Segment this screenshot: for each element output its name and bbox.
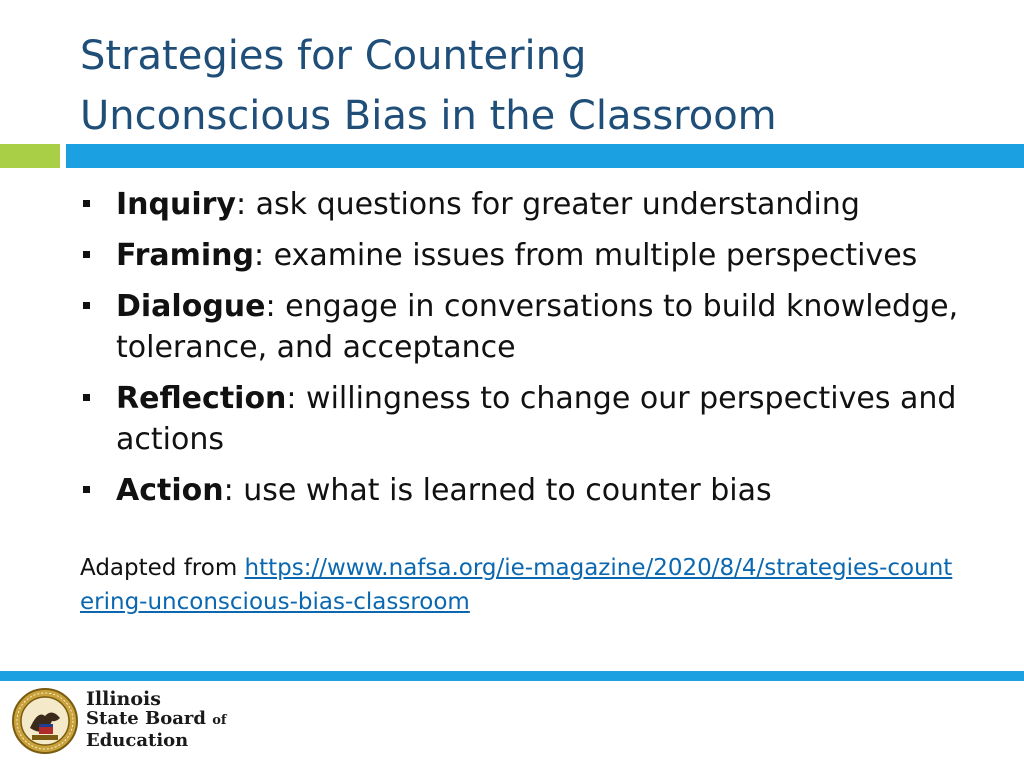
list-item xyxy=(80,470,980,511)
strategy-term: Dialogue xyxy=(116,289,266,324)
square-bullet-icon xyxy=(83,251,90,258)
list-item xyxy=(80,378,980,460)
list-item xyxy=(80,286,980,368)
square-bullet-icon xyxy=(83,200,90,207)
square-bullet-icon xyxy=(83,394,90,401)
square-bullet-icon xyxy=(83,302,90,309)
org-name-line-2 xyxy=(86,709,227,731)
strategy-description: : examine issues from multiple perspectives xyxy=(254,238,918,273)
strategy-term: Framing xyxy=(116,238,254,273)
source-link[interactable]: https://www.nafsa.org/ie-magazine/2020/8/4/strategies-countering-unconscious-bias-classroom xyxy=(80,555,953,615)
strategy-description: : engage in conversations to build knowledge, tolerance, and acceptance xyxy=(116,289,959,365)
slide-title xyxy=(80,26,980,146)
accent-bar-green xyxy=(0,144,60,168)
strategy-description: : ask questions for greater understanding xyxy=(236,187,860,222)
org-name-line-3: Education xyxy=(86,730,189,751)
source-prefix: Adapted from xyxy=(80,555,245,581)
strategy-term: Inquiry xyxy=(116,187,236,222)
isbe-logo-text xyxy=(86,689,227,751)
source-citation xyxy=(80,551,960,619)
strategy-description: : use what is learned to counter bias xyxy=(223,473,772,508)
org-name-line-2-suffix: of xyxy=(212,713,227,728)
list-item xyxy=(80,235,980,276)
square-bullet-icon xyxy=(83,486,90,493)
title-line-1: Strategies for Countering xyxy=(80,33,587,79)
strategy-term: Action xyxy=(116,473,224,508)
state-seal-icon xyxy=(12,688,78,754)
list-item xyxy=(80,184,980,225)
strategy-term: Reflection xyxy=(116,381,287,416)
accent-bar-blue xyxy=(66,144,1024,168)
footer-divider-bar xyxy=(0,671,1024,681)
org-name-line-2-main: State Board xyxy=(86,708,206,729)
org-name-line-1: Illinois xyxy=(86,688,161,710)
title-line-2: Unconscious Bias in the Classroom xyxy=(80,93,777,139)
strategy-list xyxy=(80,184,980,521)
strategy-description: : willingness to change our perspectives and actions xyxy=(116,381,957,457)
